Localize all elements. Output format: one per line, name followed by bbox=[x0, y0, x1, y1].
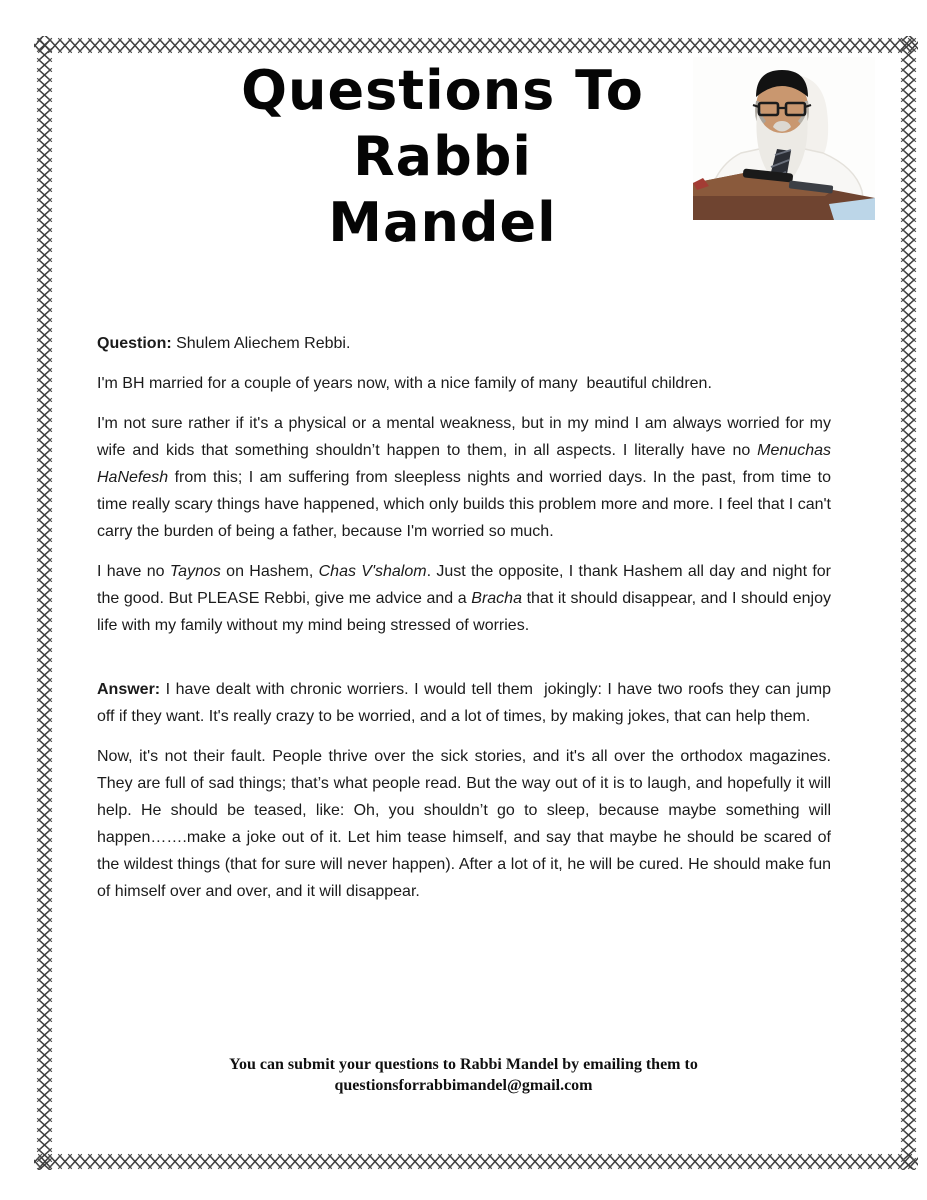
paragraph bbox=[97, 676, 831, 730]
text-segment: Chas V'shalom bbox=[318, 563, 427, 580]
text-segment: Menuchas HaNefesh bbox=[97, 442, 831, 486]
text-segment: I'm not sure rather if it's a physical or a mental weakness, but in my mind I am always worried for my wife and kids that something shouldn’t happen to them, in all aspects. I literally have no bbox=[97, 415, 831, 459]
text-segment: I have dealt with chronic worriers. I would tell them jokingly: I have two roofs they can jump off if they want. It's really crazy to be worried, and a lot of times, by making jokes, that can help them. bbox=[97, 681, 831, 725]
text-segment: that it should disappear, and I should enjoy life with my family without my mind being stressed of worries. bbox=[97, 590, 831, 634]
footer-line: You can submit your questions to Rabbi Mandel by emailing them to bbox=[229, 1056, 698, 1073]
text-segment: Taynos bbox=[169, 563, 221, 580]
paragraph bbox=[97, 370, 831, 397]
text-segment: Now, it's not their fault. People thrive over the sick stories, and it's all over the orthodox magazines. They are full of sad things; that’s what people read. But the way out of it is to laugh, and hopefully it will help. He should be teased, like: Oh, you shouldn’t go to sleep, because maybe something will happen…….make a joke out of it. Let him tease himself, and say that maybe he should be scared of the wildest things (that for sure will never happen). After a lot of it, he will be cured. He should make fun of himself over and over, and it will disappear. bbox=[97, 748, 831, 900]
paragraph bbox=[97, 410, 831, 545]
paragraph bbox=[97, 743, 831, 905]
title-line-3: Mandel bbox=[328, 191, 557, 254]
text-segment: Bracha bbox=[471, 590, 522, 607]
paragraph bbox=[97, 558, 831, 639]
text-segment: I have no bbox=[97, 563, 170, 580]
paragraph bbox=[97, 330, 831, 357]
paragraph-label: Question: bbox=[97, 335, 177, 352]
text-segment: on Hashem, bbox=[220, 563, 319, 580]
title-line-1: Questions To bbox=[241, 59, 644, 122]
paragraph-label: Answer: bbox=[97, 681, 166, 698]
rabbi-photo bbox=[693, 57, 875, 220]
title-line-2: Rabbi bbox=[353, 125, 532, 188]
document-body bbox=[97, 330, 831, 918]
text-segment: . Just the opposite, I thank Hashem all day and night for the good. But PLEASE Rebbi, give me advice and a bbox=[97, 563, 831, 607]
footer bbox=[0, 1054, 927, 1096]
text-segment: from this; I am suffering from sleepless nights and worried days. In the past, from time to time really scary things have happened, which only builds this problem more and more. I feel that I can't carry the burden of being a father, because I'm worried so much. bbox=[97, 469, 831, 540]
text-segment: I'm BH married for a couple of years now, with a nice family of many beautiful children. bbox=[97, 375, 712, 392]
text-segment: Shulem Aliechem Rebbi. bbox=[176, 335, 351, 352]
email-address: questionsforrabbimandel@gmail.com bbox=[334, 1077, 593, 1094]
